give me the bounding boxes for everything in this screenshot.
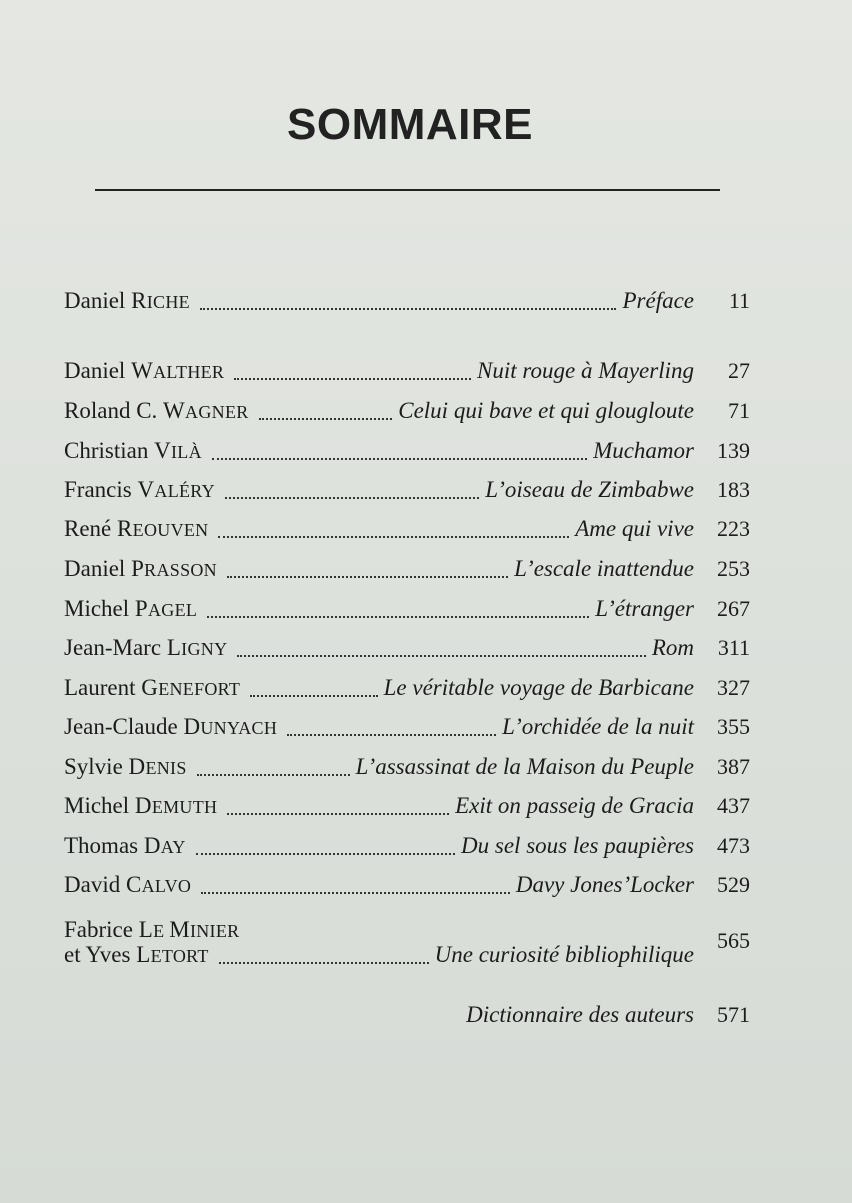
- toc-title: Davy Jones’Locker: [515, 872, 694, 897]
- toc-entry: [64, 426, 750, 466]
- toc-title: Celui qui bave et qui glougloute: [398, 398, 694, 423]
- toc-title: Rom: [651, 635, 694, 660]
- toc-page-number: 355: [717, 714, 750, 739]
- toc-author: et Yves LETORT: [64, 942, 209, 967]
- dot-leader: [197, 762, 350, 776]
- toc-title: Muchamor: [593, 438, 694, 463]
- toc-title: Le véritable voyage de Barbicane: [383, 675, 694, 700]
- toc-entry: [64, 821, 750, 861]
- toc-author: Sylvie DENIS: [64, 754, 187, 779]
- toc-page-number: 139: [717, 438, 750, 463]
- toc-author: David CALVO: [64, 872, 192, 897]
- toc-entry: [64, 276, 750, 316]
- toc-entry: [64, 623, 750, 663]
- toc-page-number: 565: [717, 928, 750, 953]
- dot-leader: [218, 524, 569, 538]
- toc-page-number: 223: [717, 516, 750, 541]
- toc-entry: [64, 584, 750, 624]
- dot-leader: [287, 722, 496, 736]
- toc-page-number: 311: [717, 635, 750, 660]
- dot-leader: [201, 880, 510, 894]
- dot-leader: [227, 564, 508, 578]
- toc-title: L’escale inattendue: [514, 556, 694, 581]
- toc-author: Jean-Claude DUNYACH: [64, 714, 278, 739]
- toc-entry: [64, 702, 750, 742]
- toc-author: Christian VILÀ: [64, 438, 202, 463]
- toc-page-number: 529: [717, 872, 750, 897]
- dot-leader: [237, 643, 646, 657]
- toc-entry: [64, 346, 750, 386]
- toc-author: Daniel PRASSON: [64, 556, 217, 581]
- toc-author: René REOUVEN: [64, 516, 209, 541]
- toc-appendix: [64, 990, 750, 1030]
- dot-leader: [212, 446, 587, 460]
- toc-page-number: 71: [728, 398, 750, 423]
- toc-title: Ame qui vive: [575, 516, 694, 541]
- page-title: SOMMAIRE: [287, 100, 533, 149]
- title-rule: [95, 189, 720, 191]
- toc-author: Fabrice LE MINIER: [64, 917, 240, 942]
- toc-entry: [64, 663, 750, 703]
- toc-title: Exit on passeig de Gracia: [455, 793, 694, 818]
- dot-leader: [250, 683, 378, 697]
- toc-page-number: 437: [717, 793, 750, 818]
- dot-leader: [225, 485, 479, 499]
- toc-entry: [64, 465, 750, 505]
- toc-page-number: 27: [728, 358, 750, 383]
- toc-page-number: 11: [728, 288, 750, 313]
- toc-entry-double: [64, 910, 750, 970]
- toc-author: Daniel WALTHER: [64, 358, 225, 383]
- toc-title: L’orchidée de la nuit: [502, 714, 694, 739]
- dot-leader: [196, 841, 455, 855]
- dot-leader: [200, 296, 616, 310]
- toc-entry: [64, 860, 750, 900]
- toc-entry: [64, 781, 750, 821]
- toc-author: Michel DEMUTH: [64, 793, 218, 818]
- toc-page-number: 183: [717, 477, 750, 502]
- toc-title: L’oiseau de Zimbabwe: [485, 477, 694, 502]
- toc-author: Thomas DAY: [64, 833, 186, 858]
- dot-leader: [259, 406, 392, 420]
- toc-title: Nuit rouge à Mayerling: [477, 358, 694, 383]
- dot-leader: [234, 366, 471, 380]
- toc-entry: [64, 544, 750, 584]
- toc-title: L’assassinat de la Maison du Peuple: [355, 754, 694, 779]
- toc-author: Jean-Marc LIGNY: [64, 635, 228, 660]
- toc-author: Laurent GENEFORT: [64, 675, 241, 700]
- dot-leader: [227, 801, 449, 815]
- toc-author: Roland C. WAGNER: [64, 398, 249, 423]
- toc-page-number: 387: [717, 754, 750, 779]
- toc-title: L’étranger: [595, 596, 694, 621]
- toc-entry: [64, 504, 750, 544]
- toc-title: Du sel sous les paupières: [461, 833, 694, 858]
- toc-page-number: 571: [717, 1002, 750, 1027]
- toc-entry: [64, 386, 750, 426]
- dot-leader: [207, 604, 589, 618]
- toc-author: Michel PAGEL: [64, 596, 198, 621]
- dot-leader: [219, 950, 429, 964]
- toc-entry: [64, 742, 750, 782]
- toc-page-number: 267: [717, 596, 750, 621]
- toc-author: Daniel RICHE: [64, 288, 190, 313]
- toc-author: Francis VALÉRY: [64, 477, 215, 502]
- toc-title: Une curiosité bibliophilique: [434, 942, 694, 967]
- toc-page-number: 327: [717, 675, 750, 700]
- toc-title: Dictionnaire des auteurs: [466, 1002, 694, 1027]
- toc-page-number: 253: [717, 556, 750, 581]
- toc-page-number: 473: [717, 833, 750, 858]
- toc-title: Préface: [622, 288, 694, 313]
